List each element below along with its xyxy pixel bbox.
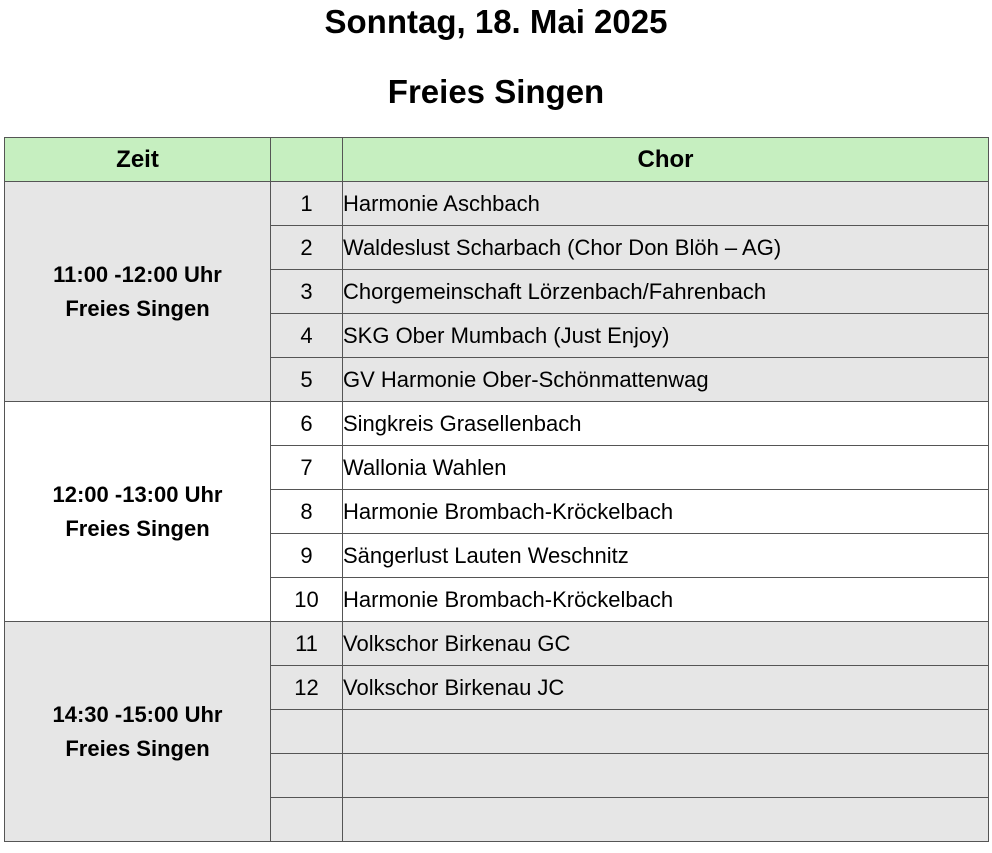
row-number: 2: [271, 226, 343, 270]
row-number: 1: [271, 182, 343, 226]
choir-name: Volkschor Birkenau GC: [343, 622, 989, 666]
row-number: 4: [271, 314, 343, 358]
row-number: 9: [271, 534, 343, 578]
table-row: [5, 622, 989, 666]
choir-name: Waldeslust Scharbach (Chor Don Blöh – AG): [343, 226, 989, 270]
schedule-body: [5, 182, 989, 842]
choir-name: [343, 798, 989, 842]
choir-name: Harmonie Aschbach: [343, 182, 989, 226]
time-slot-label: Freies Singen: [65, 515, 210, 541]
choir-name: Singkreis Grasellenbach: [343, 402, 989, 446]
row-number: [271, 798, 343, 842]
row-number: 7: [271, 446, 343, 490]
row-number: 8: [271, 490, 343, 534]
row-number: 12: [271, 666, 343, 710]
time-slot-cell: [5, 402, 271, 622]
page-subtitle: Freies Singen: [387, 73, 605, 110]
choir-name: Harmonie Brombach-Kröckelbach: [343, 490, 989, 534]
column-header-zeit: Zeit: [5, 138, 271, 182]
time-slot-time: 12:00 -13:00 Uhr: [52, 481, 223, 507]
time-slot-cell: [5, 182, 271, 402]
row-number: 3: [271, 270, 343, 314]
row-number: 6: [271, 402, 343, 446]
table-header-row: [5, 138, 989, 182]
row-number: 11: [271, 622, 343, 666]
row-number: [271, 754, 343, 798]
table-row: [5, 402, 989, 446]
row-number: [271, 710, 343, 754]
time-slot-label: Freies Singen: [65, 735, 210, 761]
choir-name: SKG Ober Mumbach (Just Enjoy): [343, 314, 989, 358]
column-header-chor: Chor: [343, 138, 989, 182]
schedule-table: [4, 137, 989, 842]
row-number: 10: [271, 578, 343, 622]
column-header-number: [271, 138, 343, 182]
table-row: [5, 182, 989, 226]
time-slot-label: Freies Singen: [65, 295, 210, 321]
choir-name: Wallonia Wahlen: [343, 446, 989, 490]
choir-name: Volkschor Birkenau JC: [343, 666, 989, 710]
row-number: 5: [271, 358, 343, 402]
time-slot-time: 11:00 -12:00 Uhr: [53, 261, 222, 287]
choir-name: [343, 754, 989, 798]
choir-name: GV Harmonie Ober-Schönmattenwag: [343, 358, 989, 402]
time-slot-cell: [5, 622, 271, 842]
choir-name: Chorgemeinschaft Lörzenbach/Fahrenbach: [343, 270, 989, 314]
choir-name: Harmonie Brombach-Kröckelbach: [343, 578, 989, 622]
time-slot-time: 14:30 -15:00 Uhr: [52, 701, 223, 727]
choir-name: Sängerlust Lauten Weschnitz: [343, 534, 989, 578]
choir-name: [343, 710, 989, 754]
page-title: Sonntag, 18. Mai 2025: [324, 3, 668, 40]
